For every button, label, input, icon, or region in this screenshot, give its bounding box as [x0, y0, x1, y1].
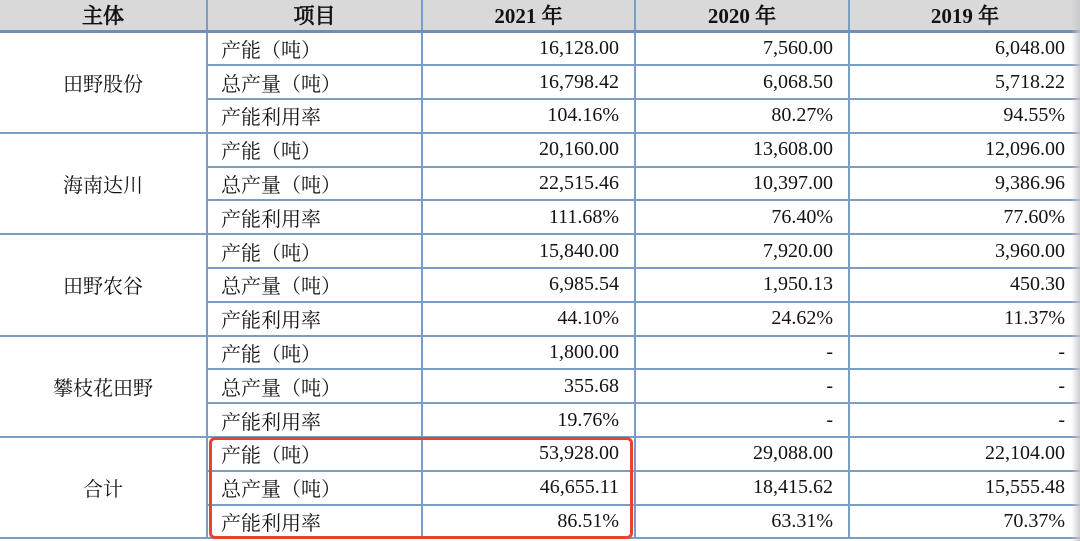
item-cell: 产能利用率	[207, 302, 422, 336]
item-cell: 产能（吨）	[207, 234, 422, 268]
value-cell: 76.40%	[635, 200, 849, 234]
item-cell: 产能利用率	[207, 200, 422, 234]
value-cell: 29,088.00	[635, 437, 849, 471]
table-row	[0, 437, 1080, 471]
header-2019: 2019 年	[849, 0, 1080, 32]
value-cell: 94.55%	[849, 99, 1080, 133]
value-cell: 6,048.00	[849, 32, 1080, 66]
value-cell: 63.31%	[635, 505, 849, 539]
item-cell: 总产量（吨）	[207, 369, 422, 403]
value-cell: 10,397.00	[635, 167, 849, 201]
value-cell: 13,608.00	[635, 133, 849, 167]
value-cell: 15,840.00	[422, 234, 635, 268]
value-cell: 12,096.00	[849, 133, 1080, 167]
table-row	[0, 234, 1080, 268]
value-cell: 70.37%	[849, 505, 1080, 539]
entity-cell: 攀枝花田野	[0, 336, 207, 437]
value-cell: 77.60%	[849, 200, 1080, 234]
value-cell: 53,928.00	[422, 437, 635, 471]
value-cell: 111.68%	[422, 200, 635, 234]
value-cell: 22,515.46	[422, 167, 635, 201]
value-cell: 20,160.00	[422, 133, 635, 167]
value-cell: 5,718.22	[849, 65, 1080, 99]
value-cell: 6,068.50	[635, 65, 849, 99]
item-cell: 总产量（吨）	[207, 65, 422, 99]
value-cell: -	[635, 369, 849, 403]
header-item: 项目	[207, 0, 422, 32]
value-cell: 44.10%	[422, 302, 635, 336]
entity-cell: 合计	[0, 437, 207, 538]
value-cell: -	[849, 369, 1080, 403]
value-cell: 22,104.00	[849, 437, 1080, 471]
value-cell: 86.51%	[422, 505, 635, 539]
item-cell: 总产量（吨）	[207, 268, 422, 302]
value-cell: 3,960.00	[849, 234, 1080, 268]
value-cell: -	[849, 336, 1080, 370]
header-row	[0, 0, 1080, 32]
value-cell: 1,800.00	[422, 336, 635, 370]
value-cell: 1,950.13	[635, 268, 849, 302]
entity-cell: 海南达川	[0, 133, 207, 234]
item-cell: 产能利用率	[207, 505, 422, 539]
value-cell: 46,655.11	[422, 471, 635, 505]
header-2021: 2021 年	[422, 0, 635, 32]
value-cell: 104.16%	[422, 99, 635, 133]
value-cell: 24.62%	[635, 302, 849, 336]
table-row	[0, 336, 1080, 370]
value-cell: 7,920.00	[635, 234, 849, 268]
entity-cell: 田野农谷	[0, 234, 207, 335]
value-cell: 16,798.42	[422, 65, 635, 99]
value-cell: 16,128.00	[422, 32, 635, 66]
value-cell: 15,555.48	[849, 471, 1080, 505]
value-cell: 19.76%	[422, 403, 635, 437]
header-2020: 2020 年	[635, 0, 849, 32]
value-cell: 18,415.62	[635, 471, 849, 505]
item-cell: 总产量（吨）	[207, 471, 422, 505]
value-cell: 80.27%	[635, 99, 849, 133]
value-cell: 450.30	[849, 268, 1080, 302]
item-cell: 产能利用率	[207, 99, 422, 133]
table-row	[0, 133, 1080, 167]
value-cell: 7,560.00	[635, 32, 849, 66]
entity-cell: 田野股份	[0, 32, 207, 133]
value-cell: 11.37%	[849, 302, 1080, 336]
item-cell: 产能利用率	[207, 403, 422, 437]
item-cell: 产能（吨）	[207, 133, 422, 167]
item-cell: 产能（吨）	[207, 437, 422, 471]
value-cell: 6,985.54	[422, 268, 635, 302]
item-cell: 产能（吨）	[207, 336, 422, 370]
item-cell: 产能（吨）	[207, 32, 422, 66]
value-cell: -	[635, 336, 849, 370]
header-entity: 主体	[0, 0, 207, 32]
item-cell: 总产量（吨）	[207, 167, 422, 201]
table-row	[0, 32, 1080, 66]
value-cell: -	[635, 403, 849, 437]
value-cell: 9,386.96	[849, 167, 1080, 201]
value-cell: 355.68	[422, 369, 635, 403]
value-cell: -	[849, 403, 1080, 437]
